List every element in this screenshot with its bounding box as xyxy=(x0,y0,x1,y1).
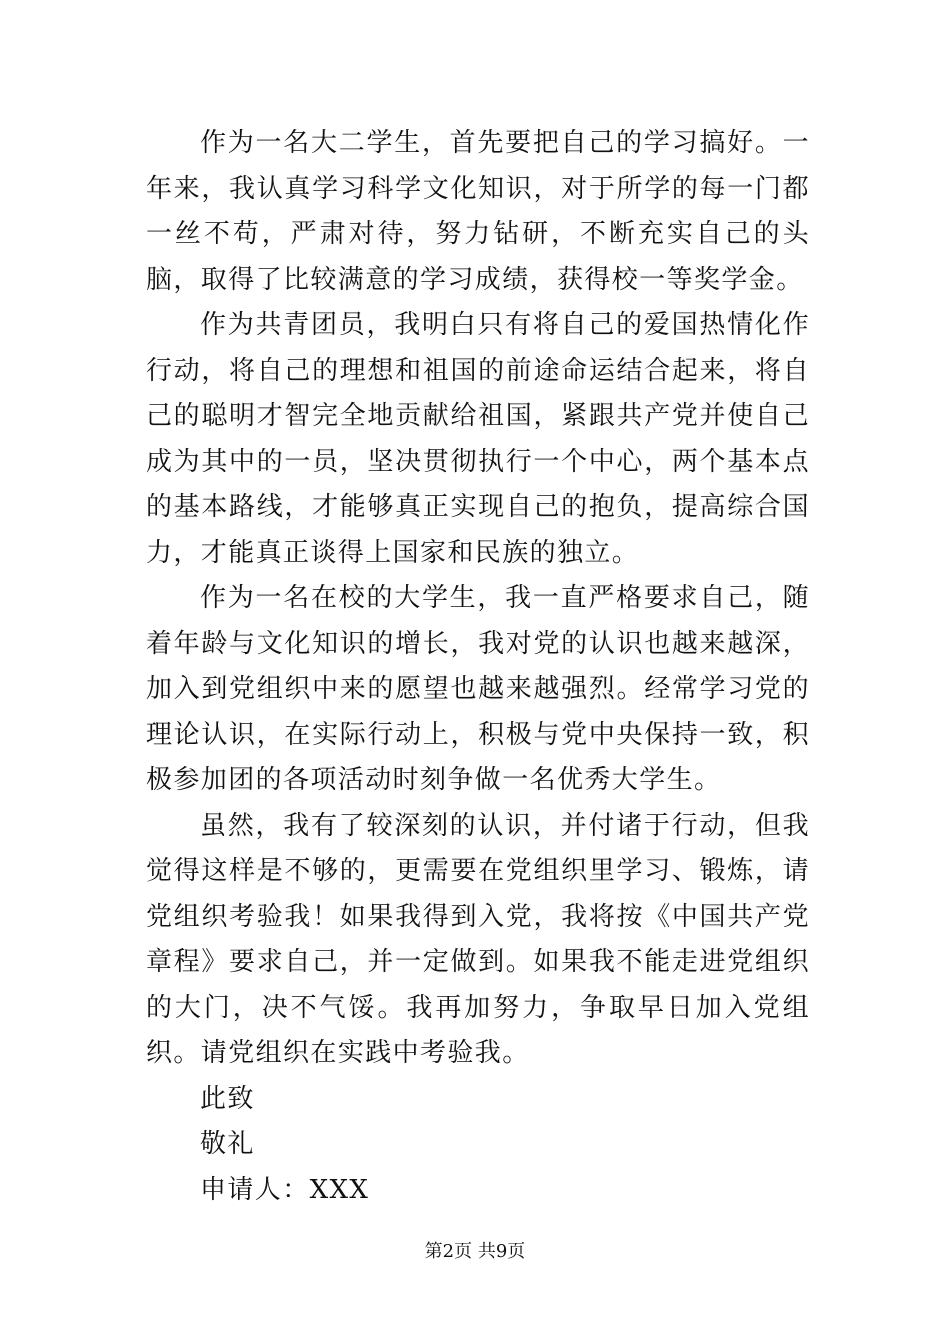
paragraph-application-resolve: 虽然，我有了较深刻的认识，并付诸于行动，但我觉得这样是不够的，更需要在党组织里学习、锻炼，请党组织考验我！如果我得到入党，我将按《中国共产党章程》要求自己，并一定做到。如果我不能走进党组织的大门，决不气馁。我再加努力，争取早日加入党组织。请党组织在实践中考验我。 xyxy=(146,810,810,1068)
closing-salutation: 此致 xyxy=(200,1083,255,1114)
paragraph-study: 作为一名大二学生，首先要把自己的学习搞好。一年来，我认真学习科学文化知识，对于所学的每一门都一丝不苟，严肃对待，努力钻研，不断充实自己的头脑，取得了比较满意的学习成绩，获得校一等奖学金。 xyxy=(146,128,810,295)
paragraph-student-requirements: 作为一名在校的大学生，我一直严格要求自己，随着年龄与文化知识的增长，我对党的认识也越来越深，加入到党组织中来的愿望也越来越强烈。经常学习党的理论认识，在实际行动上，积极与党中央保持一致，积极参加团的各项活动时刻争做一名优秀大学生。 xyxy=(146,583,810,795)
page-number-footer: 第2页 共9页 xyxy=(424,1241,526,1262)
document-body xyxy=(146,121,810,1213)
paragraph-league-member: 作为共青团员，我明白只有将自己的爱国热情化作行动，将自己的理想和祖国的前途命运结合起来，将自己的聪明才智完全地贡献给祖国，紧跟共产党并使自己成为其中的一员，坚决贯彻执行一个中心，两个基本点的基本路线，才能够真正实现自己的抱负，提高综合国力，才能真正谈得上国家和民族的独立。 xyxy=(146,310,810,568)
applicant-signature: 申请人：XXX xyxy=(200,1174,370,1205)
closing-regards: 敬礼 xyxy=(200,1129,255,1159)
